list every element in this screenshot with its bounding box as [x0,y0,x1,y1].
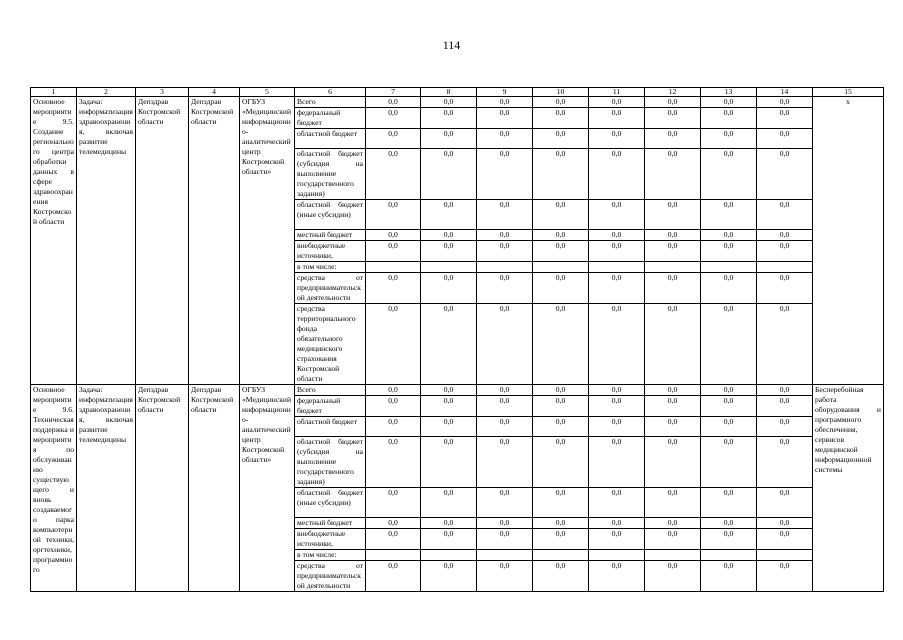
header-cell-2: 2 [77,88,136,97]
value-cell: 0,0 [366,385,421,396]
value-cell: 0,0 [645,561,701,592]
header-cell-9: 9 [477,88,533,97]
value-cell: 0,0 [366,149,421,200]
page-number: 114 [442,38,461,52]
value-cell: 0,0 [477,241,533,262]
funding-source-label: Всего [295,97,366,108]
value-cell: 0,0 [366,417,421,437]
value-cell: 0,0 [757,149,813,200]
funding-source-label: в том числе: [295,262,366,273]
value-cell: 0,0 [757,241,813,262]
funding-source-label: Всего [295,385,366,396]
value-cell: 0,0 [701,518,757,529]
block-1-col1: Основное мероприятие 9.5. Создание регионального центра обработки данных в сфере здравоохранения Костромской области [31,97,77,385]
value-cell: 0,0 [645,396,701,417]
value-cell: 0,0 [366,488,421,518]
value-cell: 0,0 [533,129,589,149]
value-cell: 0,0 [477,488,533,518]
value-cell: 0,0 [477,304,533,385]
value-cell: 0,0 [645,304,701,385]
value-cell: 0,0 [421,129,477,149]
value-cell: 0,0 [589,200,645,230]
value-cell: 0,0 [421,561,477,592]
block-1-col2: Задача: информатизация здравоохранения, включая развитие телемедицины [77,97,136,385]
header-cell-4: 4 [189,88,240,97]
value-cell [645,550,701,561]
value-cell: 0,0 [421,529,477,550]
value-cell: 0,0 [477,200,533,230]
header-cell-1: 1 [31,88,77,97]
value-cell: 0,0 [477,396,533,417]
value-cell [421,550,477,561]
header-cell-12: 12 [645,88,701,97]
value-cell [757,262,813,273]
value-cell: 0,0 [757,518,813,529]
value-cell: 0,0 [421,396,477,417]
value-cell: 0,0 [477,149,533,200]
funding-source-label: внебюджетные источники, [295,529,366,550]
value-cell: 0,0 [477,437,533,488]
value-cell: 0,0 [589,437,645,488]
value-cell: 0,0 [757,437,813,488]
value-cell: 0,0 [533,230,589,241]
funding-source-label: федеральный бюджет [295,396,366,417]
value-cell: 0,0 [421,149,477,200]
value-cell: 0,0 [533,518,589,529]
block-2-col2: Задача: информатизация здравоохранения, включая развитие телемедицины [77,385,136,592]
value-cell: 0,0 [533,273,589,304]
value-cell: 0,0 [421,230,477,241]
value-cell: 0,0 [533,241,589,262]
header-cell-13: 13 [701,88,757,97]
header-cell-3: 3 [136,88,189,97]
value-cell: 0,0 [533,385,589,396]
funding-source-label: областной бюджет (субсидия на выполнение государственного задания) [295,149,366,200]
value-cell [533,550,589,561]
value-cell: 0,0 [533,149,589,200]
value-cell: 0,0 [589,149,645,200]
funding-source-label: областной бюджет (иные субсидии) [295,200,366,230]
value-cell: 0,0 [589,518,645,529]
value-cell: 0,0 [645,417,701,437]
value-cell: 0,0 [757,200,813,230]
header-cell-11: 11 [589,88,645,97]
value-cell: 0,0 [533,417,589,437]
value-cell: 0,0 [477,385,533,396]
value-cell [701,262,757,273]
value-cell: 0,0 [589,273,645,304]
value-cell: 0,0 [701,529,757,550]
value-cell: 0,0 [366,273,421,304]
value-cell: 0,0 [421,304,477,385]
value-cell: 0,0 [421,97,477,108]
value-cell: 0,0 [589,108,645,129]
value-cell: 0,0 [421,200,477,230]
value-cell: 0,0 [477,108,533,129]
value-cell: 0,0 [477,97,533,108]
value-cell: 0,0 [366,129,421,149]
block-1-col4: Депздрав Костромской области [189,97,240,385]
funding-source-label: в том числе: [295,550,366,561]
value-cell: 0,0 [421,488,477,518]
block-1-col5: ОГБУЗ «Медицинский информационно-аналитический центр Костромской области» [240,97,295,385]
value-cell: 0,0 [757,129,813,149]
funding-source-label: областной бюджет [295,129,366,149]
value-cell: 0,0 [757,273,813,304]
value-cell: 0,0 [701,200,757,230]
funding-source-label: местный бюджет [295,230,366,241]
block-2-col1: Основное мероприятие 9.6. Техническая поддержка и мероприятия по обслуживанию существующего и вновь создаваемого парка компьютерной техники, оргтехники, программного [31,385,77,592]
value-cell: 0,0 [701,230,757,241]
value-cell: 0,0 [533,108,589,129]
value-cell: 0,0 [757,304,813,385]
value-cell: 0,0 [645,488,701,518]
value-cell: 0,0 [701,149,757,200]
value-cell: 0,0 [645,97,701,108]
value-cell: 0,0 [589,385,645,396]
value-cell: 0,0 [589,529,645,550]
value-cell [421,262,477,273]
value-cell: 0,0 [533,488,589,518]
value-cell: 0,0 [421,241,477,262]
value-cell: 0,0 [421,273,477,304]
funding-source-label: федеральный бюджет [295,108,366,129]
value-cell: 0,0 [477,417,533,437]
value-cell [589,262,645,273]
value-cell: 0,0 [757,230,813,241]
value-cell: 0,0 [533,529,589,550]
value-cell: 0,0 [757,97,813,108]
value-cell: 0,0 [477,230,533,241]
value-cell: 0,0 [366,529,421,550]
table-row [31,97,884,108]
value-cell: 0,0 [366,561,421,592]
value-cell: 0,0 [589,129,645,149]
value-cell [477,550,533,561]
value-cell: 0,0 [533,200,589,230]
value-cell: 0,0 [589,396,645,417]
value-cell: 0,0 [757,396,813,417]
block-2-col3: Депздрав Костромской области [136,385,189,592]
header-cell-15: 15 [813,88,884,97]
value-cell: 0,0 [421,385,477,396]
value-cell: 0,0 [757,108,813,129]
value-cell: 0,0 [757,529,813,550]
value-cell: 0,0 [366,230,421,241]
value-cell: 0,0 [589,230,645,241]
value-cell [589,550,645,561]
header-row [31,88,884,97]
header-cell-14: 14 [757,88,813,97]
value-cell: 0,0 [701,385,757,396]
funding-source-label: внебюджетные источники, [295,241,366,262]
value-cell: 0,0 [366,108,421,129]
value-cell: 0,0 [589,304,645,385]
value-cell: 0,0 [421,518,477,529]
value-cell: 0,0 [421,437,477,488]
table-row [31,385,884,396]
value-cell [533,262,589,273]
value-cell: 0,0 [645,529,701,550]
value-cell [701,550,757,561]
value-cell: 0,0 [366,304,421,385]
value-cell [477,262,533,273]
header-cell-10: 10 [533,88,589,97]
value-cell: 0,0 [533,304,589,385]
value-cell: 0,0 [477,529,533,550]
funding-source-label: средства от предпринимательской деятельности [295,561,366,592]
value-cell: 0,0 [645,273,701,304]
value-cell: 0,0 [701,488,757,518]
value-cell: 0,0 [533,561,589,592]
value-cell: 0,0 [366,437,421,488]
value-cell: 0,0 [589,561,645,592]
funding-source-label: местный бюджет [295,518,366,529]
value-cell: 0,0 [757,488,813,518]
block-1-col3: Депздрав Костромской области [136,97,189,385]
value-cell: 0,0 [645,385,701,396]
value-cell: 0,0 [477,518,533,529]
value-cell: 0,0 [701,97,757,108]
funding-source-label: средства территориального фонда обязательного медицинского страхования Костромской области [295,304,366,385]
header-cell-6: 6 [295,88,366,97]
value-cell: 0,0 [645,241,701,262]
value-cell [757,550,813,561]
block-2-col15: Бесперебойная работа оборудования и программного обеспечения, сервисов медицинской информационной системы [813,385,884,592]
block-1-col15: х [813,97,884,385]
value-cell: 0,0 [533,437,589,488]
value-cell [366,262,421,273]
value-cell: 0,0 [421,108,477,129]
value-cell: 0,0 [701,108,757,129]
value-cell: 0,0 [477,561,533,592]
value-cell: 0,0 [421,417,477,437]
value-cell: 0,0 [645,230,701,241]
value-cell: 0,0 [533,396,589,417]
header-cell-5: 5 [240,88,295,97]
funding-source-label: областной бюджет (субсидия на выполнение государственного задания) [295,437,366,488]
value-cell: 0,0 [477,129,533,149]
value-cell: 0,0 [477,273,533,304]
value-cell: 0,0 [701,129,757,149]
funding-source-label: областной бюджет [295,417,366,437]
value-cell: 0,0 [366,241,421,262]
value-cell: 0,0 [701,273,757,304]
value-cell: 0,0 [533,97,589,108]
value-cell: 0,0 [645,108,701,129]
value-cell: 0,0 [645,518,701,529]
funding-source-label: средства от предпринимательской деятельности [295,273,366,304]
value-cell: 0,0 [701,241,757,262]
block-2-col4: Депздрав Костромской области [189,385,240,592]
value-cell: 0,0 [366,200,421,230]
value-cell: 0,0 [757,385,813,396]
value-cell: 0,0 [366,518,421,529]
value-cell: 0,0 [645,437,701,488]
value-cell: 0,0 [645,129,701,149]
funding-source-label: областной бюджет (иные субсидии) [295,488,366,518]
budget-table [30,87,884,592]
value-cell: 0,0 [645,149,701,200]
value-cell: 0,0 [589,417,645,437]
value-cell: 0,0 [366,396,421,417]
value-cell: 0,0 [589,488,645,518]
value-cell: 0,0 [757,561,813,592]
header-cell-8: 8 [421,88,477,97]
value-cell: 0,0 [701,304,757,385]
value-cell: 0,0 [701,561,757,592]
value-cell [366,550,421,561]
value-cell: 0,0 [589,97,645,108]
value-cell: 0,0 [589,241,645,262]
value-cell: 0,0 [645,200,701,230]
value-cell [645,262,701,273]
value-cell: 0,0 [757,417,813,437]
value-cell: 0,0 [366,97,421,108]
block-2-col5: ОГБУЗ «Медицинский информационно-аналитический центр Костромской области» [240,385,295,592]
header-cell-7: 7 [366,88,421,97]
value-cell: 0,0 [701,417,757,437]
value-cell: 0,0 [701,437,757,488]
value-cell: 0,0 [701,396,757,417]
